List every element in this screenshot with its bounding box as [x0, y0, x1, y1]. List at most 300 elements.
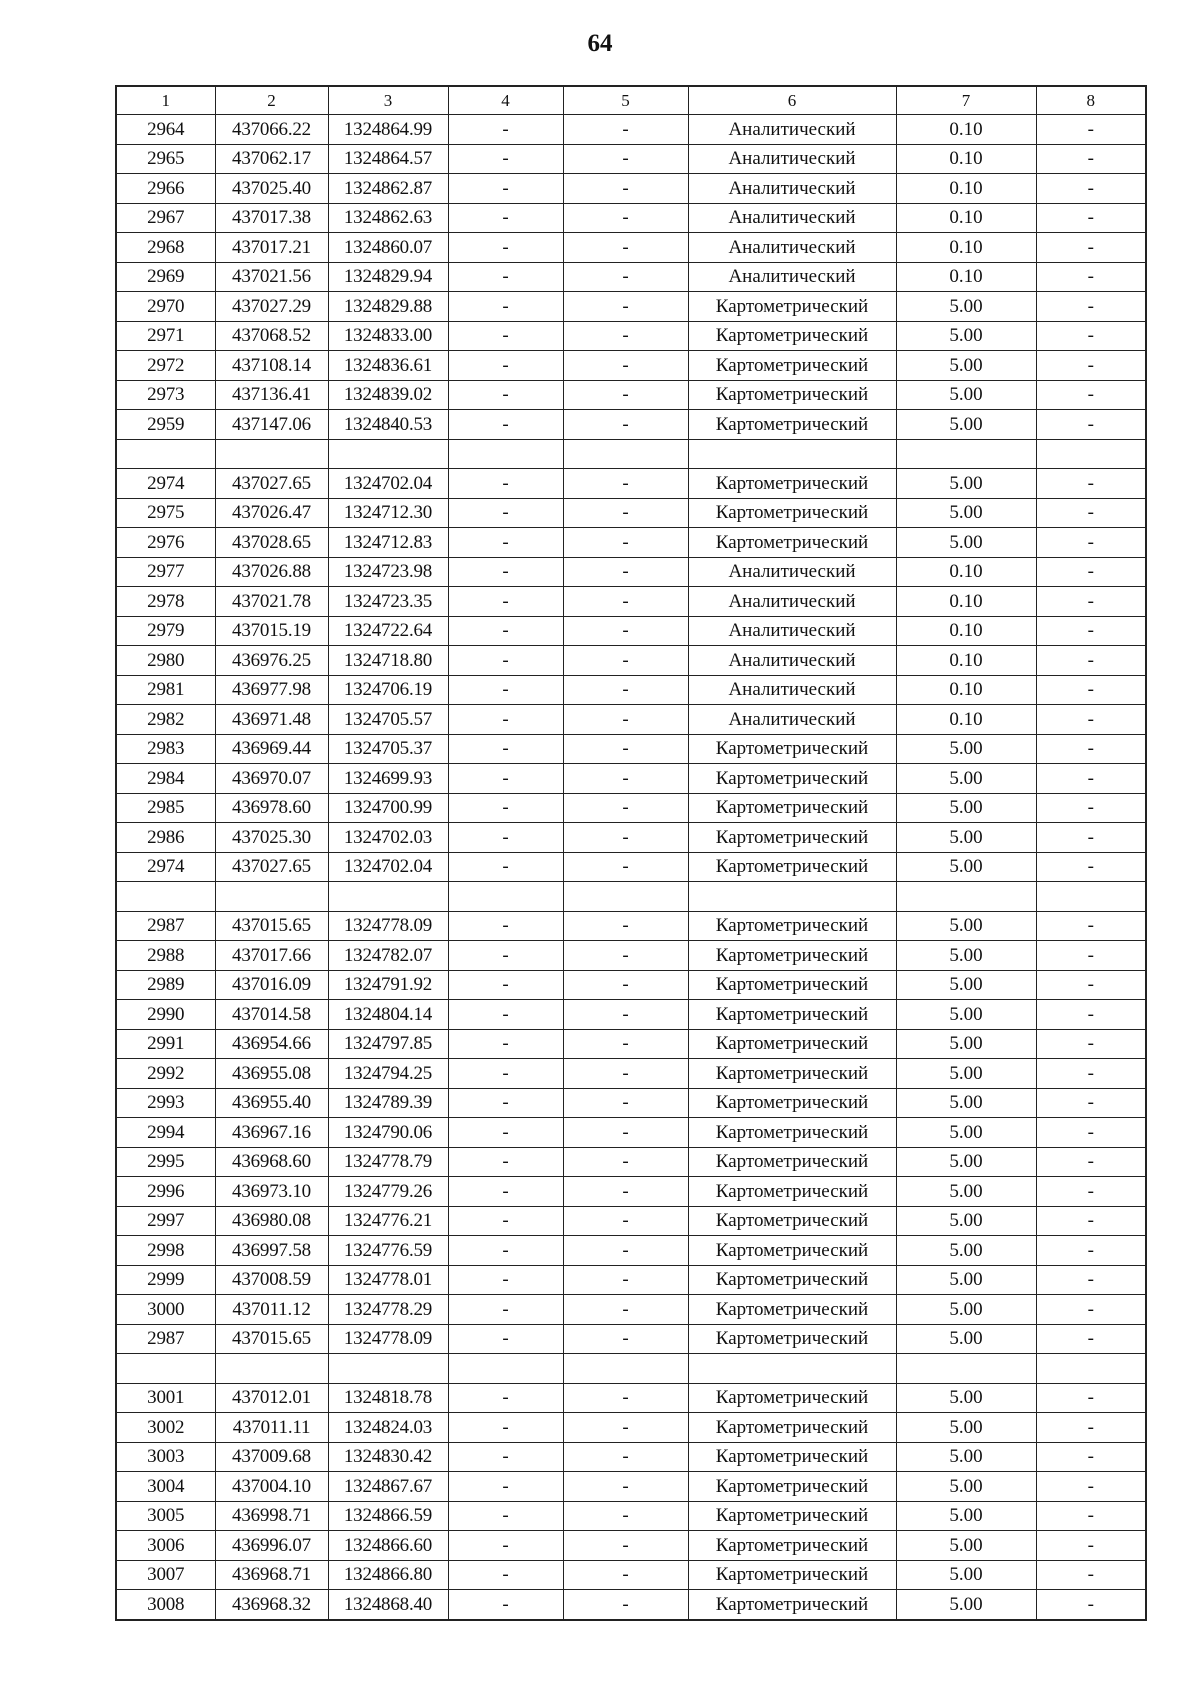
accuracy — [896, 439, 1036, 469]
point-number: 3006 — [116, 1531, 215, 1561]
column-4-value: - — [448, 1501, 563, 1531]
column-4-value: - — [448, 498, 563, 528]
column-4-value: - — [448, 1059, 563, 1089]
method: Картометрический — [688, 1590, 896, 1620]
column-5-value: - — [563, 410, 688, 440]
coordinate-y: 1324778.79 — [328, 1147, 448, 1177]
coordinate-x: 437012.01 — [215, 1383, 328, 1413]
table-row — [116, 587, 1146, 617]
accuracy: 5.00 — [896, 1324, 1036, 1354]
coordinate-y: 1324789.39 — [328, 1088, 448, 1118]
method: Картометрический — [688, 1147, 896, 1177]
point-number: 2991 — [116, 1029, 215, 1059]
coordinate-y: 1324804.14 — [328, 1000, 448, 1030]
accuracy — [896, 1354, 1036, 1384]
method — [688, 1354, 896, 1384]
column-5-value: - — [563, 1590, 688, 1620]
table-row — [116, 1472, 1146, 1502]
column-4-value: - — [448, 911, 563, 941]
method: Картометрический — [688, 1324, 896, 1354]
coordinate-y: 1324829.88 — [328, 292, 448, 322]
column-4-value: - — [448, 616, 563, 646]
method: Картометрический — [688, 498, 896, 528]
coordinate-y: 1324829.94 — [328, 262, 448, 292]
accuracy: 5.00 — [896, 1472, 1036, 1502]
method: Картометрический — [688, 734, 896, 764]
column-4-value: - — [448, 1147, 563, 1177]
column-8-value: - — [1036, 410, 1146, 440]
point-number: 2985 — [116, 793, 215, 823]
point-number: 3003 — [116, 1442, 215, 1472]
coordinate-x — [215, 1354, 328, 1384]
point-number: 3004 — [116, 1472, 215, 1502]
point-number: 2978 — [116, 587, 215, 617]
column-8-value: - — [1036, 1590, 1146, 1620]
table-row — [116, 646, 1146, 676]
column-4-value: - — [448, 823, 563, 853]
accuracy: 0.10 — [896, 203, 1036, 233]
column-8-value: - — [1036, 852, 1146, 882]
point-number: 2972 — [116, 351, 215, 381]
column-5-value: - — [563, 1118, 688, 1148]
method: Аналитический — [688, 144, 896, 174]
point-number: 2995 — [116, 1147, 215, 1177]
point-number — [116, 439, 215, 469]
column-5-value: - — [563, 1000, 688, 1030]
column-8-value — [1036, 882, 1146, 912]
point-number: 2987 — [116, 1324, 215, 1354]
coordinate-y: 1324867.67 — [328, 1472, 448, 1502]
coordinate-x: 437026.47 — [215, 498, 328, 528]
coordinate-x: 437017.66 — [215, 941, 328, 971]
page-number: 64 — [587, 30, 613, 57]
table-row — [116, 1531, 1146, 1561]
coordinate-x: 437027.65 — [215, 852, 328, 882]
coordinates-table — [115, 85, 1147, 1621]
coordinate-y: 1324778.09 — [328, 1324, 448, 1354]
column-5-value: - — [563, 1501, 688, 1531]
coordinate-x: 436976.25 — [215, 646, 328, 676]
point-number: 2980 — [116, 646, 215, 676]
column-4-value: - — [448, 115, 563, 145]
coordinate-x: 437108.14 — [215, 351, 328, 381]
point-number: 2983 — [116, 734, 215, 764]
coordinate-x: 436955.40 — [215, 1088, 328, 1118]
coordinate-x: 436997.58 — [215, 1236, 328, 1266]
method: Аналитический — [688, 705, 896, 735]
method: Картометрический — [688, 793, 896, 823]
table-row — [116, 941, 1146, 971]
column-4-value: - — [448, 1265, 563, 1295]
coordinate-y: 1324702.04 — [328, 469, 448, 499]
table-row — [116, 675, 1146, 705]
coordinate-y: 1324778.09 — [328, 911, 448, 941]
coordinate-x: 436973.10 — [215, 1177, 328, 1207]
coordinate-y: 1324718.80 — [328, 646, 448, 676]
column-8-value: - — [1036, 1295, 1146, 1325]
coordinate-y: 1324705.37 — [328, 734, 448, 764]
column-5-value: - — [563, 793, 688, 823]
coordinate-y: 1324866.80 — [328, 1560, 448, 1590]
coordinate-y: 1324790.06 — [328, 1118, 448, 1148]
table-header-row — [116, 86, 1146, 115]
column-header: 8 — [1036, 86, 1146, 115]
column-4-value: - — [448, 1029, 563, 1059]
coordinate-x: 437017.38 — [215, 203, 328, 233]
method — [688, 882, 896, 912]
column-5-value: - — [563, 1236, 688, 1266]
coordinate-y: 1324705.57 — [328, 705, 448, 735]
accuracy: 5.00 — [896, 764, 1036, 794]
point-number: 2974 — [116, 852, 215, 882]
coordinate-y: 1324699.93 — [328, 764, 448, 794]
method: Картометрический — [688, 1029, 896, 1059]
column-5-value: - — [563, 144, 688, 174]
point-number: 2999 — [116, 1265, 215, 1295]
coordinate-x: 437017.21 — [215, 233, 328, 263]
coordinate-x: 436971.48 — [215, 705, 328, 735]
column-8-value: - — [1036, 1442, 1146, 1472]
column-4-value: - — [448, 203, 563, 233]
column-8-value: - — [1036, 646, 1146, 676]
method: Картометрический — [688, 823, 896, 853]
coordinate-y: 1324776.21 — [328, 1206, 448, 1236]
column-8-value: - — [1036, 823, 1146, 853]
table-row — [116, 498, 1146, 528]
column-5-value: - — [563, 970, 688, 1000]
coordinate-y: 1324862.63 — [328, 203, 448, 233]
coordinate-x: 437009.68 — [215, 1442, 328, 1472]
accuracy: 0.10 — [896, 616, 1036, 646]
column-8-value: - — [1036, 1531, 1146, 1561]
point-number: 2967 — [116, 203, 215, 233]
table-row — [116, 911, 1146, 941]
coordinate-x: 436969.44 — [215, 734, 328, 764]
table-row — [116, 469, 1146, 499]
column-5-value: - — [563, 233, 688, 263]
table-row — [116, 1147, 1146, 1177]
method: Картометрический — [688, 1442, 896, 1472]
column-8-value: - — [1036, 1147, 1146, 1177]
table-row — [116, 1088, 1146, 1118]
coordinate-x: 436954.66 — [215, 1029, 328, 1059]
coordinate-y: 1324782.07 — [328, 941, 448, 971]
column-8-value: - — [1036, 1413, 1146, 1443]
table-row — [116, 852, 1146, 882]
point-number: 2990 — [116, 1000, 215, 1030]
column-8-value: - — [1036, 1177, 1146, 1207]
coordinate-y: 1324702.03 — [328, 823, 448, 853]
accuracy: 0.10 — [896, 705, 1036, 735]
column-5-value: - — [563, 380, 688, 410]
table-row — [116, 616, 1146, 646]
coordinate-x: 436978.60 — [215, 793, 328, 823]
accuracy: 5.00 — [896, 1295, 1036, 1325]
column-5-value: - — [563, 911, 688, 941]
column-4-value: - — [448, 380, 563, 410]
method: Картометрический — [688, 1265, 896, 1295]
method — [688, 439, 896, 469]
method: Аналитический — [688, 616, 896, 646]
point-number: 2992 — [116, 1059, 215, 1089]
method: Картометрический — [688, 528, 896, 558]
method: Аналитический — [688, 115, 896, 145]
point-number: 3007 — [116, 1560, 215, 1590]
point-number: 3005 — [116, 1501, 215, 1531]
table-separator-row — [116, 439, 1146, 469]
column-4-value: - — [448, 469, 563, 499]
method: Аналитический — [688, 262, 896, 292]
accuracy: 5.00 — [896, 1236, 1036, 1266]
coordinate-x: 436955.08 — [215, 1059, 328, 1089]
accuracy: 5.00 — [896, 1000, 1036, 1030]
column-5-value: - — [563, 705, 688, 735]
coordinate-y: 1324712.30 — [328, 498, 448, 528]
accuracy: 5.00 — [896, 1442, 1036, 1472]
column-5-value: - — [563, 1472, 688, 1502]
table-row — [116, 1029, 1146, 1059]
coordinate-x: 437026.88 — [215, 557, 328, 587]
table-row — [116, 1324, 1146, 1354]
accuracy: 5.00 — [896, 1059, 1036, 1089]
coordinate-y: 1324702.04 — [328, 852, 448, 882]
accuracy: 5.00 — [896, 321, 1036, 351]
table-row — [116, 380, 1146, 410]
method: Картометрический — [688, 1177, 896, 1207]
accuracy: 5.00 — [896, 793, 1036, 823]
table-row — [116, 734, 1146, 764]
column-header: 7 — [896, 86, 1036, 115]
table-row — [116, 1413, 1146, 1443]
column-4-value: - — [448, 1531, 563, 1561]
column-4-value: - — [448, 1118, 563, 1148]
point-number: 2975 — [116, 498, 215, 528]
table-row — [116, 1560, 1146, 1590]
coordinate-y: 1324779.26 — [328, 1177, 448, 1207]
method: Картометрический — [688, 469, 896, 499]
method: Картометрический — [688, 1118, 896, 1148]
table-row — [116, 174, 1146, 204]
column-8-value: - — [1036, 528, 1146, 558]
table-row — [116, 705, 1146, 735]
point-number: 2986 — [116, 823, 215, 853]
column-4-value: - — [448, 1000, 563, 1030]
column-8-value: - — [1036, 1560, 1146, 1590]
accuracy: 0.10 — [896, 115, 1036, 145]
column-4-value: - — [448, 1295, 563, 1325]
accuracy: 5.00 — [896, 1383, 1036, 1413]
coordinate-y: 1324868.40 — [328, 1590, 448, 1620]
method: Аналитический — [688, 174, 896, 204]
column-4-value: - — [448, 1472, 563, 1502]
point-number: 2979 — [116, 616, 215, 646]
table-row — [116, 292, 1146, 322]
column-5-value: - — [563, 557, 688, 587]
point-number: 3000 — [116, 1295, 215, 1325]
coordinate-y: 1324840.53 — [328, 410, 448, 440]
column-5-value: - — [563, 1265, 688, 1295]
column-4-value: - — [448, 734, 563, 764]
coordinate-x: 437008.59 — [215, 1265, 328, 1295]
coordinate-y: 1324818.78 — [328, 1383, 448, 1413]
column-header: 6 — [688, 86, 896, 115]
column-4-value: - — [448, 351, 563, 381]
table-row — [116, 1265, 1146, 1295]
coordinate-x: 437011.11 — [215, 1413, 328, 1443]
coordinate-x: 437015.19 — [215, 616, 328, 646]
accuracy: 5.00 — [896, 1413, 1036, 1443]
column-4-value: - — [448, 1236, 563, 1266]
column-8-value: - — [1036, 1118, 1146, 1148]
column-4-value: - — [448, 174, 563, 204]
coordinate-x: 437014.58 — [215, 1000, 328, 1030]
accuracy: 0.10 — [896, 646, 1036, 676]
column-5-value: - — [563, 764, 688, 794]
point-number: 2996 — [116, 1177, 215, 1207]
column-4-value: - — [448, 262, 563, 292]
column-4-value: - — [448, 793, 563, 823]
column-5-value: - — [563, 1295, 688, 1325]
coordinate-y: 1324836.61 — [328, 351, 448, 381]
column-8-value: - — [1036, 233, 1146, 263]
column-4-value: - — [448, 1206, 563, 1236]
coordinate-x: 437066.22 — [215, 115, 328, 145]
accuracy: 0.10 — [896, 557, 1036, 587]
accuracy: 0.10 — [896, 262, 1036, 292]
method: Картометрический — [688, 852, 896, 882]
column-4-value: - — [448, 1324, 563, 1354]
column-4-value: - — [448, 292, 563, 322]
column-4-value: - — [448, 321, 563, 351]
table-row — [116, 1295, 1146, 1325]
column-5-value: - — [563, 528, 688, 558]
column-8-value: - — [1036, 321, 1146, 351]
column-5-value: - — [563, 1206, 688, 1236]
point-number: 2969 — [116, 262, 215, 292]
accuracy: 5.00 — [896, 1206, 1036, 1236]
table-row — [116, 144, 1146, 174]
point-number: 3002 — [116, 1413, 215, 1443]
column-5-value: - — [563, 498, 688, 528]
point-number — [116, 1354, 215, 1384]
table-row — [116, 557, 1146, 587]
coordinate-x: 436980.08 — [215, 1206, 328, 1236]
coordinate-x: 436998.71 — [215, 1501, 328, 1531]
accuracy: 5.00 — [896, 1265, 1036, 1295]
column-header: 2 — [215, 86, 328, 115]
coordinate-x: 437015.65 — [215, 911, 328, 941]
column-5-value — [563, 1354, 688, 1384]
column-8-value: - — [1036, 174, 1146, 204]
column-4-value: - — [448, 646, 563, 676]
coordinate-x: 437068.52 — [215, 321, 328, 351]
coordinate-x: 437021.78 — [215, 587, 328, 617]
accuracy: 5.00 — [896, 970, 1036, 1000]
coordinate-x: 437025.40 — [215, 174, 328, 204]
coordinate-x: 437136.41 — [215, 380, 328, 410]
point-number: 2998 — [116, 1236, 215, 1266]
table-separator-row — [116, 1354, 1146, 1384]
coordinate-y — [328, 882, 448, 912]
table-row — [116, 1059, 1146, 1089]
method: Картометрический — [688, 1383, 896, 1413]
accuracy: 0.10 — [896, 144, 1036, 174]
point-number: 2974 — [116, 469, 215, 499]
column-8-value: - — [1036, 616, 1146, 646]
column-5-value: - — [563, 675, 688, 705]
table-row — [116, 1442, 1146, 1472]
table-row — [116, 970, 1146, 1000]
table-row — [116, 203, 1146, 233]
column-8-value: - — [1036, 203, 1146, 233]
column-5-value: - — [563, 1442, 688, 1472]
column-8-value: - — [1036, 793, 1146, 823]
coordinate-y: 1324864.99 — [328, 115, 448, 145]
accuracy: 5.00 — [896, 1560, 1036, 1590]
column-4-value: - — [448, 1177, 563, 1207]
accuracy: 5.00 — [896, 911, 1036, 941]
point-number: 3008 — [116, 1590, 215, 1620]
column-5-value: - — [563, 823, 688, 853]
point-number: 2973 — [116, 380, 215, 410]
coordinate-y: 1324866.60 — [328, 1531, 448, 1561]
method: Картометрический — [688, 292, 896, 322]
column-5-value: - — [563, 203, 688, 233]
coordinate-x: 437147.06 — [215, 410, 328, 440]
column-5-value: - — [563, 852, 688, 882]
column-5-value: - — [563, 351, 688, 381]
column-4-value — [448, 439, 563, 469]
column-4-value: - — [448, 233, 563, 263]
coordinate-y: 1324860.07 — [328, 233, 448, 263]
point-number: 2982 — [116, 705, 215, 735]
column-4-value: - — [448, 1088, 563, 1118]
column-8-value: - — [1036, 911, 1146, 941]
accuracy: 5.00 — [896, 351, 1036, 381]
table-row — [116, 262, 1146, 292]
point-number — [116, 882, 215, 912]
coordinate-x: 437016.09 — [215, 970, 328, 1000]
coordinate-x: 437027.65 — [215, 469, 328, 499]
column-8-value: - — [1036, 469, 1146, 499]
column-4-value: - — [448, 1560, 563, 1590]
column-4-value: - — [448, 764, 563, 794]
point-number: 2970 — [116, 292, 215, 322]
coordinate-y: 1324866.59 — [328, 1501, 448, 1531]
coordinate-x: 436970.07 — [215, 764, 328, 794]
column-4-value: - — [448, 705, 563, 735]
accuracy: 5.00 — [896, 292, 1036, 322]
column-8-value: - — [1036, 1088, 1146, 1118]
method: Картометрический — [688, 1236, 896, 1266]
method: Картометрический — [688, 380, 896, 410]
coordinate-x: 437028.65 — [215, 528, 328, 558]
accuracy: 0.10 — [896, 675, 1036, 705]
method: Картометрический — [688, 764, 896, 794]
coordinate-x — [215, 439, 328, 469]
method: Картометрический — [688, 1413, 896, 1443]
coordinate-x — [215, 882, 328, 912]
coordinate-y: 1324794.25 — [328, 1059, 448, 1089]
method: Картометрический — [688, 1059, 896, 1089]
table-row — [116, 1206, 1146, 1236]
coordinate-y: 1324723.35 — [328, 587, 448, 617]
column-4-value: - — [448, 1590, 563, 1620]
coordinate-y: 1324864.57 — [328, 144, 448, 174]
column-5-value: - — [563, 1088, 688, 1118]
column-5-value: - — [563, 292, 688, 322]
column-4-value: - — [448, 852, 563, 882]
